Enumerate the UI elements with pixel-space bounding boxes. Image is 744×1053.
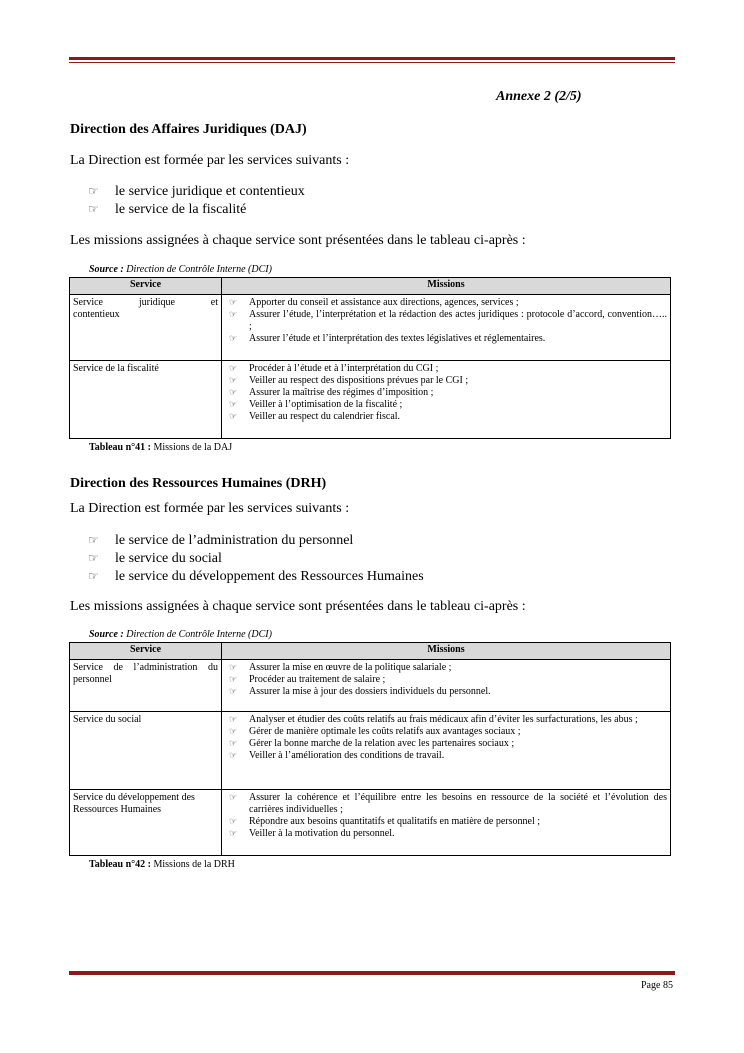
- missions-cell: [222, 660, 671, 712]
- daj-service-list: [88, 182, 305, 218]
- pointing-hand-icon: ☞: [229, 310, 238, 320]
- footer-rule: [69, 969, 675, 975]
- mission-item: ☞ Répondre aux besoins quantitatifs et qualitatifs en matière de personnel ;: [229, 816, 541, 827]
- pointing-hand-icon: ☞: [229, 334, 238, 344]
- drh-heading: Direction des Ressources Humaines (DRH): [70, 476, 327, 491]
- header-rule: [69, 57, 675, 63]
- annex-title: Annexe 2 (2/5): [496, 89, 582, 104]
- mission-item: ☞ Veiller à la motivation du personnel.: [229, 828, 395, 839]
- pointing-hand-icon: ☞: [229, 687, 238, 697]
- list-item: ☞ le service de la fiscalité: [88, 202, 247, 217]
- pointing-hand-icon: ☞: [229, 388, 238, 398]
- missions-cell: [222, 790, 671, 856]
- pointing-hand-icon: ☞: [229, 412, 238, 422]
- pointing-hand-icon: ☞: [88, 184, 99, 198]
- mission-item: ☞ Veiller au respect du calendrier fiscal.: [229, 411, 401, 422]
- missions-cell: [222, 712, 671, 790]
- service-cell: Service du développement des Ressources Humaines: [70, 790, 222, 856]
- daj-heading: Direction des Affaires Juridiques (DAJ): [70, 122, 307, 137]
- mission-item: ☞ Veiller au respect des dispositions prévues par le CGI ;: [229, 375, 469, 386]
- mission-item: ☞ Assurer l’étude et l’interprétation des textes législatives et réglementaires.: [229, 333, 546, 344]
- column-header-service: Service: [70, 278, 222, 295]
- daj-missions-table: [69, 277, 671, 439]
- pointing-hand-icon: ☞: [229, 675, 238, 685]
- table-header-row: [70, 278, 671, 295]
- drh-source: Source : Direction de Contrôle Interne (DCI): [89, 629, 272, 640]
- mission-item: ☞ Procéder au traitement de salaire ;: [229, 674, 386, 685]
- mission-item: ☞ Gérer de manière optimale les coûts relatifs aux avantages sociaux ;: [229, 726, 521, 737]
- mission-item: ☞ Gérer la bonne marche de la relation avec les partenaires sociaux ;: [229, 738, 515, 749]
- pointing-hand-icon: ☞: [229, 376, 238, 386]
- mission-item: ☞ Apporter du conseil et assistance aux directions, agences, services ;: [229, 297, 519, 308]
- mission-item: ☞ Veiller à l’amélioration des conditions de travail.: [229, 750, 445, 761]
- pointing-hand-icon: ☞: [88, 569, 99, 583]
- column-header-missions: Missions: [222, 643, 671, 660]
- mission-item: ☞ Procéder à l’étude et à l’interprétation du CGI ;: [229, 363, 439, 374]
- pointing-hand-icon: ☞: [229, 298, 238, 308]
- pointing-hand-icon: ☞: [229, 364, 238, 374]
- table-row: [70, 295, 671, 361]
- pointing-hand-icon: ☞: [229, 817, 238, 827]
- pointing-hand-icon: ☞: [229, 727, 238, 737]
- column-header-service: Service: [70, 643, 222, 660]
- table-row: [70, 660, 671, 712]
- drh-table-caption: Tableau n°42 : Missions de la DRH: [89, 859, 235, 870]
- pointing-hand-icon: ☞: [88, 533, 99, 547]
- service-cell: Service juridique et contentieux: [70, 295, 222, 361]
- mission-item: ☞ Assurer la mise en œuvre de la politique salariale ;: [229, 662, 452, 673]
- pointing-hand-icon: ☞: [229, 663, 238, 673]
- table-row: [70, 712, 671, 790]
- daj-source: Source : Direction de Contrôle Interne (DCI): [89, 264, 272, 275]
- service-cell: Service de l’administration du personnel: [70, 660, 222, 712]
- pointing-hand-icon: ☞: [229, 829, 238, 839]
- service-cell: Service du social: [70, 712, 222, 790]
- column-header-missions: Missions: [222, 278, 671, 295]
- page-number: Page 85: [641, 980, 673, 991]
- mission-item: ☞ Assurer l’étude, l’interprétation et la rédaction des actes juridiques : protocole d’accord, convention….. ;: [229, 309, 667, 332]
- pointing-hand-icon: ☞: [88, 202, 99, 216]
- daj-intro: La Direction est formée par les services suivants :: [70, 153, 350, 168]
- pointing-hand-icon: ☞: [229, 739, 238, 749]
- drh-service-list: [88, 531, 424, 585]
- missions-cell: [222, 295, 671, 361]
- drh-missions-intro: Les missions assignées à chaque service sont présentées dans le tableau ci-après :: [70, 599, 526, 614]
- drh-missions-table: [69, 642, 671, 856]
- table-row: [70, 790, 671, 856]
- pointing-hand-icon: ☞: [229, 751, 238, 761]
- missions-cell: [222, 361, 671, 439]
- service-cell: Service de la fiscalité: [70, 361, 222, 439]
- mission-item: ☞ Veiller à l’optimisation de la fiscalité ;: [229, 399, 403, 410]
- pointing-hand-icon: ☞: [229, 793, 238, 803]
- table-header-row: [70, 643, 671, 660]
- drh-intro: La Direction est formée par les services suivants :: [70, 501, 350, 516]
- pointing-hand-icon: ☞: [229, 400, 238, 410]
- list-item: ☞ le service du développement des Ressources Humaines: [88, 569, 424, 584]
- mission-item: ☞ Assurer la mise à jour des dossiers individuels du personnel.: [229, 686, 491, 697]
- mission-item: ☞ Assurer la cohérence et l’équilibre entre les besoins en ressource de la société et l’évolution des carrières individuelles ;: [229, 792, 667, 815]
- pointing-hand-icon: ☞: [229, 715, 238, 725]
- table-row: [70, 361, 671, 439]
- list-item: ☞ le service juridique et contentieux: [88, 184, 305, 199]
- list-item: ☞ le service de l’administration du personnel: [88, 533, 354, 548]
- list-item: ☞ le service du social: [88, 551, 222, 566]
- pointing-hand-icon: ☞: [88, 551, 99, 565]
- daj-table-caption: Tableau n°41 : Missions de la DAJ: [89, 442, 233, 453]
- daj-missions-intro: Les missions assignées à chaque service sont présentées dans le tableau ci-après :: [70, 233, 526, 248]
- mission-item: ☞ Analyser et étudier des coûts relatifs au frais médicaux afin d’éviter les surfacturations, les abus ;: [229, 714, 638, 725]
- mission-item: ☞ Assurer la maîtrise des régimes d’imposition ;: [229, 387, 434, 398]
